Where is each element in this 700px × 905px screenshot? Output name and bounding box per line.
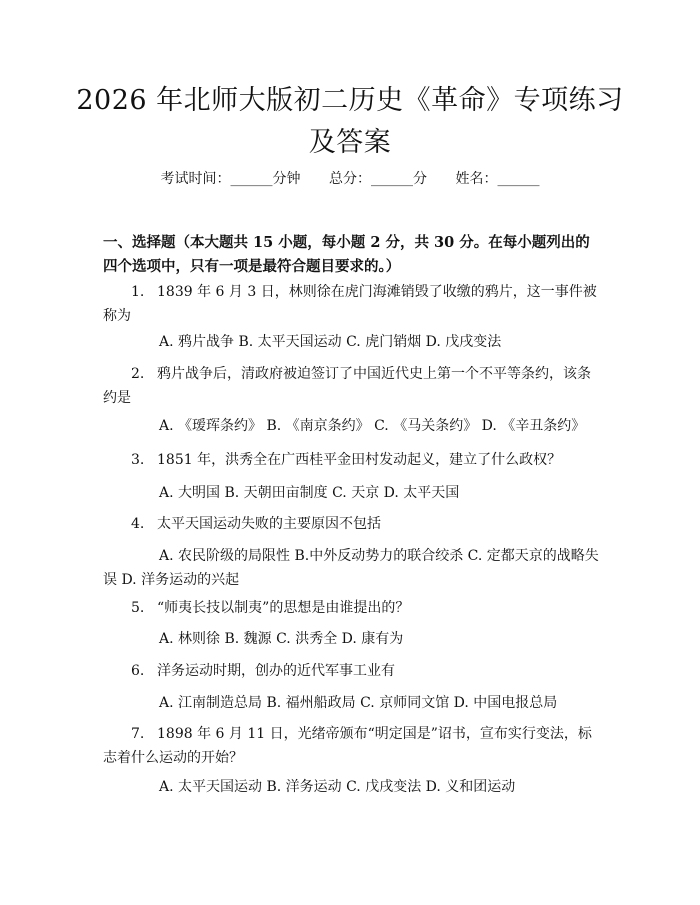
question-2 [103,362,603,410]
title-line-1: 2026 年北师大版初二历史《革命》专项练习 [76,85,624,116]
question-number: 7. [131,726,145,742]
question-7 [103,722,603,770]
question-text: 洋务运动时期，创办的近代军事工业有 [157,663,395,679]
question-3 [103,448,603,472]
total-score-field: 总分：______分 [329,171,427,187]
question-number: 6. [131,663,145,679]
section-heading: 一、选择题（本大题共 15 小题，每小题 2 分，共 30 分。在每小题列出的四个选项中，只有一项是最符合题目要求的。） [103,234,590,275]
question-5 [103,596,603,620]
question-4-options: A. 农民阶级的局限性 B.中外反动势力的联合绞杀 C. 定都天京的战略失误 D. 洋务运动的兴起 [103,548,599,588]
question-6-options: A. 江南制造总局 B. 福州船政局 C. 京师同文馆 D. 中国电报总局 [159,695,558,711]
question-6 [103,659,603,683]
question-4 [103,512,603,536]
question-text: “师夷长技以制夷”的思想是由谁提出的？ [157,600,410,616]
question-number: 2. [131,366,145,382]
question-text: 太平天国运动失败的主要原因不包括 [157,516,381,532]
title-line-2: 及答案 [308,127,392,158]
question-7-options: A. 太平天国运动 B. 洋务运动 C. 戊戌变法 D. 义和团运动 [159,779,516,795]
question-3-options: A. 大明国 B. 天朝田亩制度 C. 天京 D. 太平天国 [159,485,460,501]
question-number: 3. [131,452,145,468]
question-text: 1898 年 6 月 11 日，光绪帝颁布“明定国是”诏书，宣布实行变法，标志着什么运动的开始？ [103,726,592,766]
document-title [60,80,640,164]
question-text: 1851 年，洪秀全在广西桂平金田村发动起义，建立了什么政权？ [157,452,562,468]
question-number: 4. [131,516,145,532]
question-number: 1. [131,284,145,300]
exam-time-field: 考试时间：______分钟 [160,171,301,187]
question-2-options: A. 《瑷珲条约》 B. 《南京条约》 C. 《马关条约》 D. 《辛丑条约》 [159,418,586,434]
question-1 [103,280,603,328]
question-text: 鸦片战争后，清政府被迫签订了中国近代史上第一个不平等条约，该条约是 [103,366,591,406]
question-5-options: A. 林则徐 B. 魏源 C. 洪秀全 D. 康有为 [159,631,404,647]
student-name-field: 姓名：______ [455,171,540,187]
exam-meta [0,168,700,188]
question-1-options: A. 鸦片战争 B. 太平天国运动 C. 虎门销烟 D. 戊戌变法 [159,334,502,350]
question-number: 5. [131,600,145,616]
question-text: 1839 年 6 月 3 日，林则徐在虎门海滩销毁了收缴的鸦片，这一事件被称为 [103,284,597,324]
